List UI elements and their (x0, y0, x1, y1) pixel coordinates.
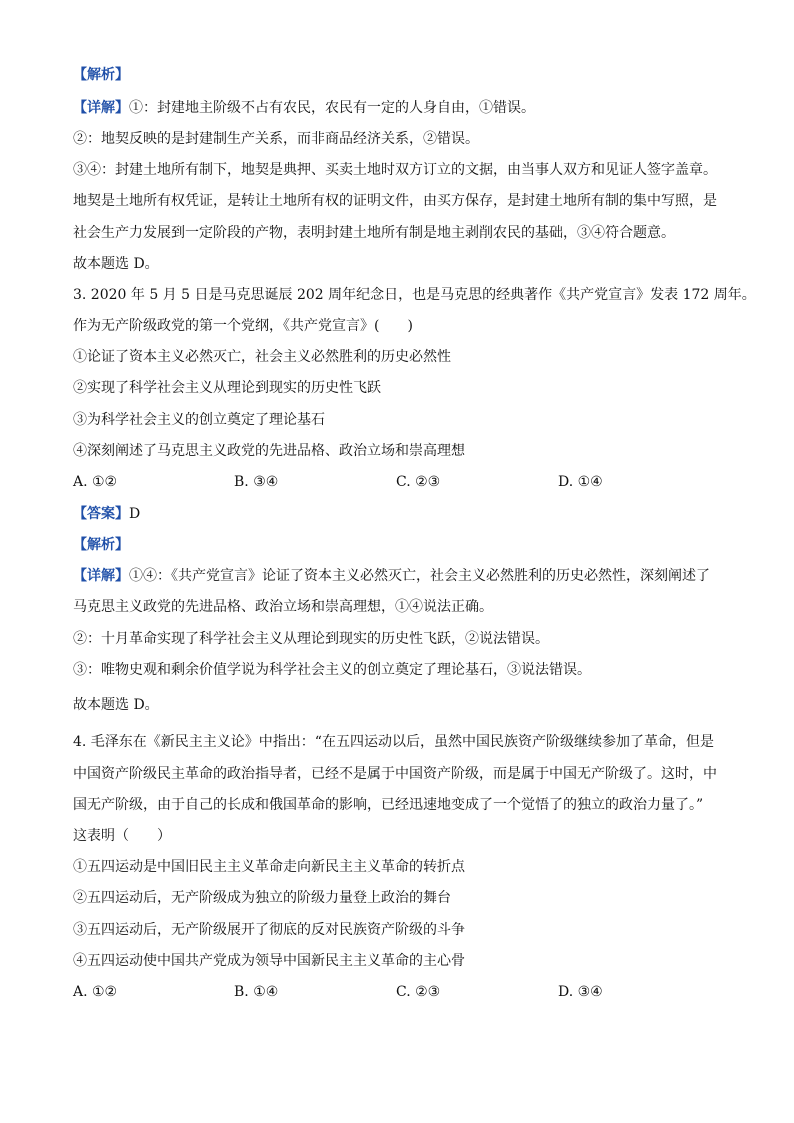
q3-item-2: ②实现了科学社会主义从理论到现实的历史性飞跃 (73, 380, 381, 396)
q3-item-3: ③为科学社会主义的创立奠定了理论基石 (73, 412, 325, 428)
q3-analysis-line-2: 马克思主义政党的先进品格、政治立场和崇高理想，①④说法正确。 (73, 599, 493, 615)
q3-stem-line-2: 作为无产阶级政党的第一个党纲，《共产党宣言》( ) (73, 318, 413, 334)
q3-option-a: A. ①② (73, 474, 118, 490)
q3-options (73, 472, 733, 492)
q4-option-d: D. ③④ (558, 984, 603, 1000)
q4-item-2: ②五四运动后，无产阶级成为独立的阶级力量登上政治的舞台 (73, 890, 451, 906)
q4-stem-line-3: 国无产阶级，由于自己的长成和俄国革命的影响，已经迅速地变成了一个觉悟了的独立的政治力量了。” (73, 797, 704, 813)
q4-options (73, 982, 733, 1002)
q4-stem-line-2: 中国资产阶级民主革命的政治指导者，已经不是属于中国资产阶级，而是属于中国无产阶级了。这时，中 (73, 766, 717, 782)
q4-item-3: ③五四运动后，无产阶级展开了彻底的反对民族资产阶级的斗争 (73, 922, 465, 938)
q4-option-a: A. ①② (73, 984, 118, 1000)
q3-option-c: C. ②③ (396, 474, 441, 490)
q2-analysis-line-3: ③④：封建土地所有制下，地契是典押、买卖土地时双方订立的文据，由当事人双方和见证人签字盖章。 (73, 162, 717, 178)
q4-item-1: ①五四运动是中国旧民主主义革命走向新民主主义革命的转折点 (73, 859, 465, 875)
q4-stem-line-4: 这表明（ ） (73, 828, 171, 844)
q3-analysis-line-3: ②：十月革命实现了科学社会主义从理论到现实的历史性飞跃，②说法错误。 (73, 631, 549, 647)
q4-item-4: ④五四运动使中国共产党成为领导中国新民主主义革命的主心骨 (73, 953, 465, 969)
q2-analysis-header: 【解析】 (73, 67, 129, 83)
q3-item-1: ①论证了资本主义必然灭亡，社会主义必然胜利的历史必然性 (73, 349, 451, 365)
q3-conclusion: 故本题选 D。 (73, 697, 159, 713)
q3-option-b: B. ③④ (234, 474, 279, 490)
q3-stem-line-1: 3. 2020 年 5 月 5 日是马克思诞辰 202 周年纪念日，也是马克思的经典著作《共产党宣言》发表 172 周年。 (73, 287, 756, 303)
q2-analysis-line-4: 地契是土地所有权凭证，是转让土地所有权的证明文件，由买方保存，是封建土地所有制的集中写照，是 (73, 193, 717, 209)
q2-analysis-line-5: 社会生产力发展到一定阶段的产物，表明封建土地所有制是地主剥削农民的基础，③④符合题意。 (73, 225, 675, 241)
q4-option-c: C. ②③ (396, 984, 441, 1000)
q3-analysis-line-4: ③：唯物史观和剩余价值学说为科学社会主义的创立奠定了理论基石，③说法错误。 (73, 662, 591, 678)
q3-analysis-line-1: 【详解】①④：《共产党宣言》论证了资本主义必然灭亡，社会主义必然胜利的历史必然性，深刻阐述了 (73, 568, 710, 584)
q3-item-4: ④深刻阐述了马克思主义政党的先进品格、政治立场和崇高理想 (73, 443, 465, 459)
q4-stem-line-1: 4. 毛泽东在《新民主主义论》中指出：“在五四运动以后，虽然中国民族资产阶级继续参加了革命，但是 (73, 734, 714, 750)
q4-option-b: B. ①④ (234, 984, 279, 1000)
q2-conclusion: 故本题选 D。 (73, 256, 159, 272)
q2-analysis-line-2: ②：地契反映的是封建制生产关系，而非商品经济关系，②错误。 (73, 131, 479, 147)
q3-answer: 【答案】D (73, 506, 141, 522)
q2-analysis-line-1: 【详解】①：封建地主阶级不占有农民，农民有一定的人身自由，①错误。 (73, 100, 535, 116)
q3-analysis-header: 【解析】 (73, 537, 129, 553)
q3-option-d: D. ①④ (558, 474, 603, 490)
